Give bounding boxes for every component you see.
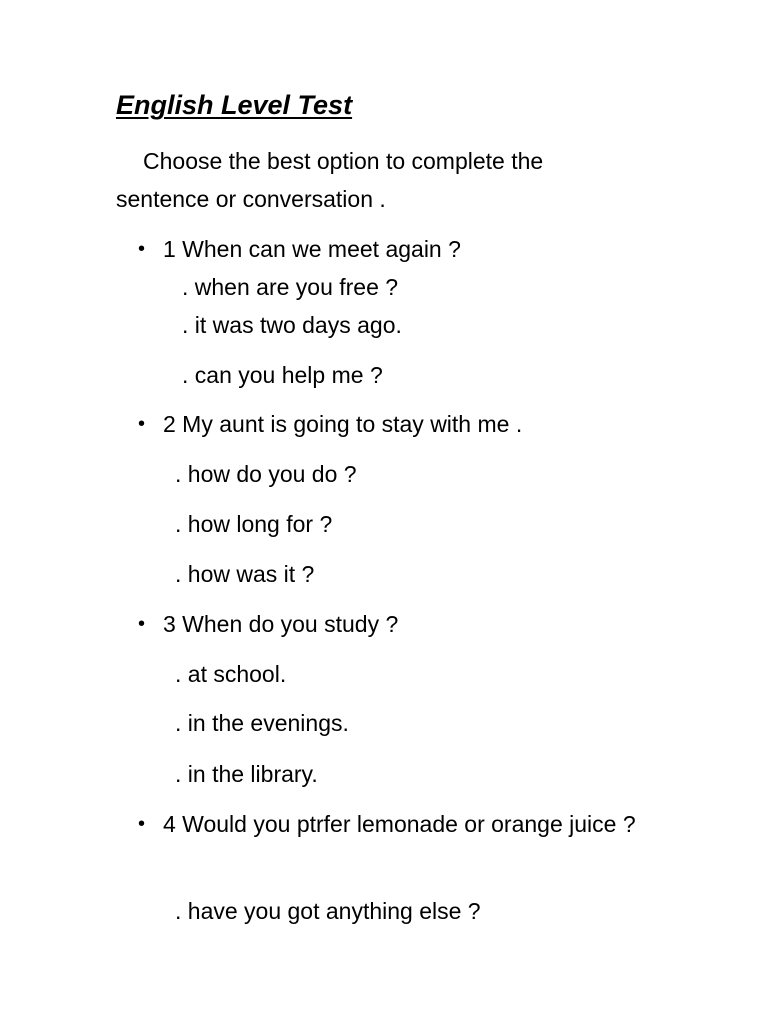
question-2 <box>138 406 643 443</box>
bullet-icon: • <box>138 613 146 635</box>
question-2-option-3: . how was it ? <box>175 561 315 587</box>
question-3-option-1: . at school. <box>175 661 287 687</box>
question-3 <box>138 606 643 643</box>
bullet-icon: • <box>138 813 146 835</box>
instructions-line-2: sentence or conversation . <box>116 186 386 212</box>
question-1 <box>138 231 643 268</box>
question-2-option-2: . how long for ? <box>175 511 333 537</box>
question-3-option-2: . in the evenings. <box>175 710 349 736</box>
question-1-option-1: . when are you free ? <box>182 274 399 300</box>
instructions-line-1: Choose the best option to complete the <box>143 148 544 174</box>
question-4 <box>138 806 643 843</box>
question-1-option-3: . can you help me ? <box>182 362 383 388</box>
question-text: 3 When do you study ? <box>163 611 399 637</box>
instructions <box>116 142 676 218</box>
question-text: 4 Would you ptrfer lemonade or orange juice ? <box>163 811 636 837</box>
question-4-option-1: . have you got anything else ? <box>175 898 481 924</box>
question-text: 2 My aunt is going to stay with me . <box>163 411 523 437</box>
page-title: English Level Test <box>116 90 353 120</box>
question-2-option-1: . how do you do ? <box>175 461 357 487</box>
question-3-option-3: . in the library. <box>175 761 318 787</box>
bullet-icon: • <box>138 413 146 435</box>
question-text: 1 When can we meet again ? <box>163 236 461 262</box>
bullet-icon: • <box>138 238 146 260</box>
question-1-option-2: . it was two days ago. <box>182 312 402 338</box>
